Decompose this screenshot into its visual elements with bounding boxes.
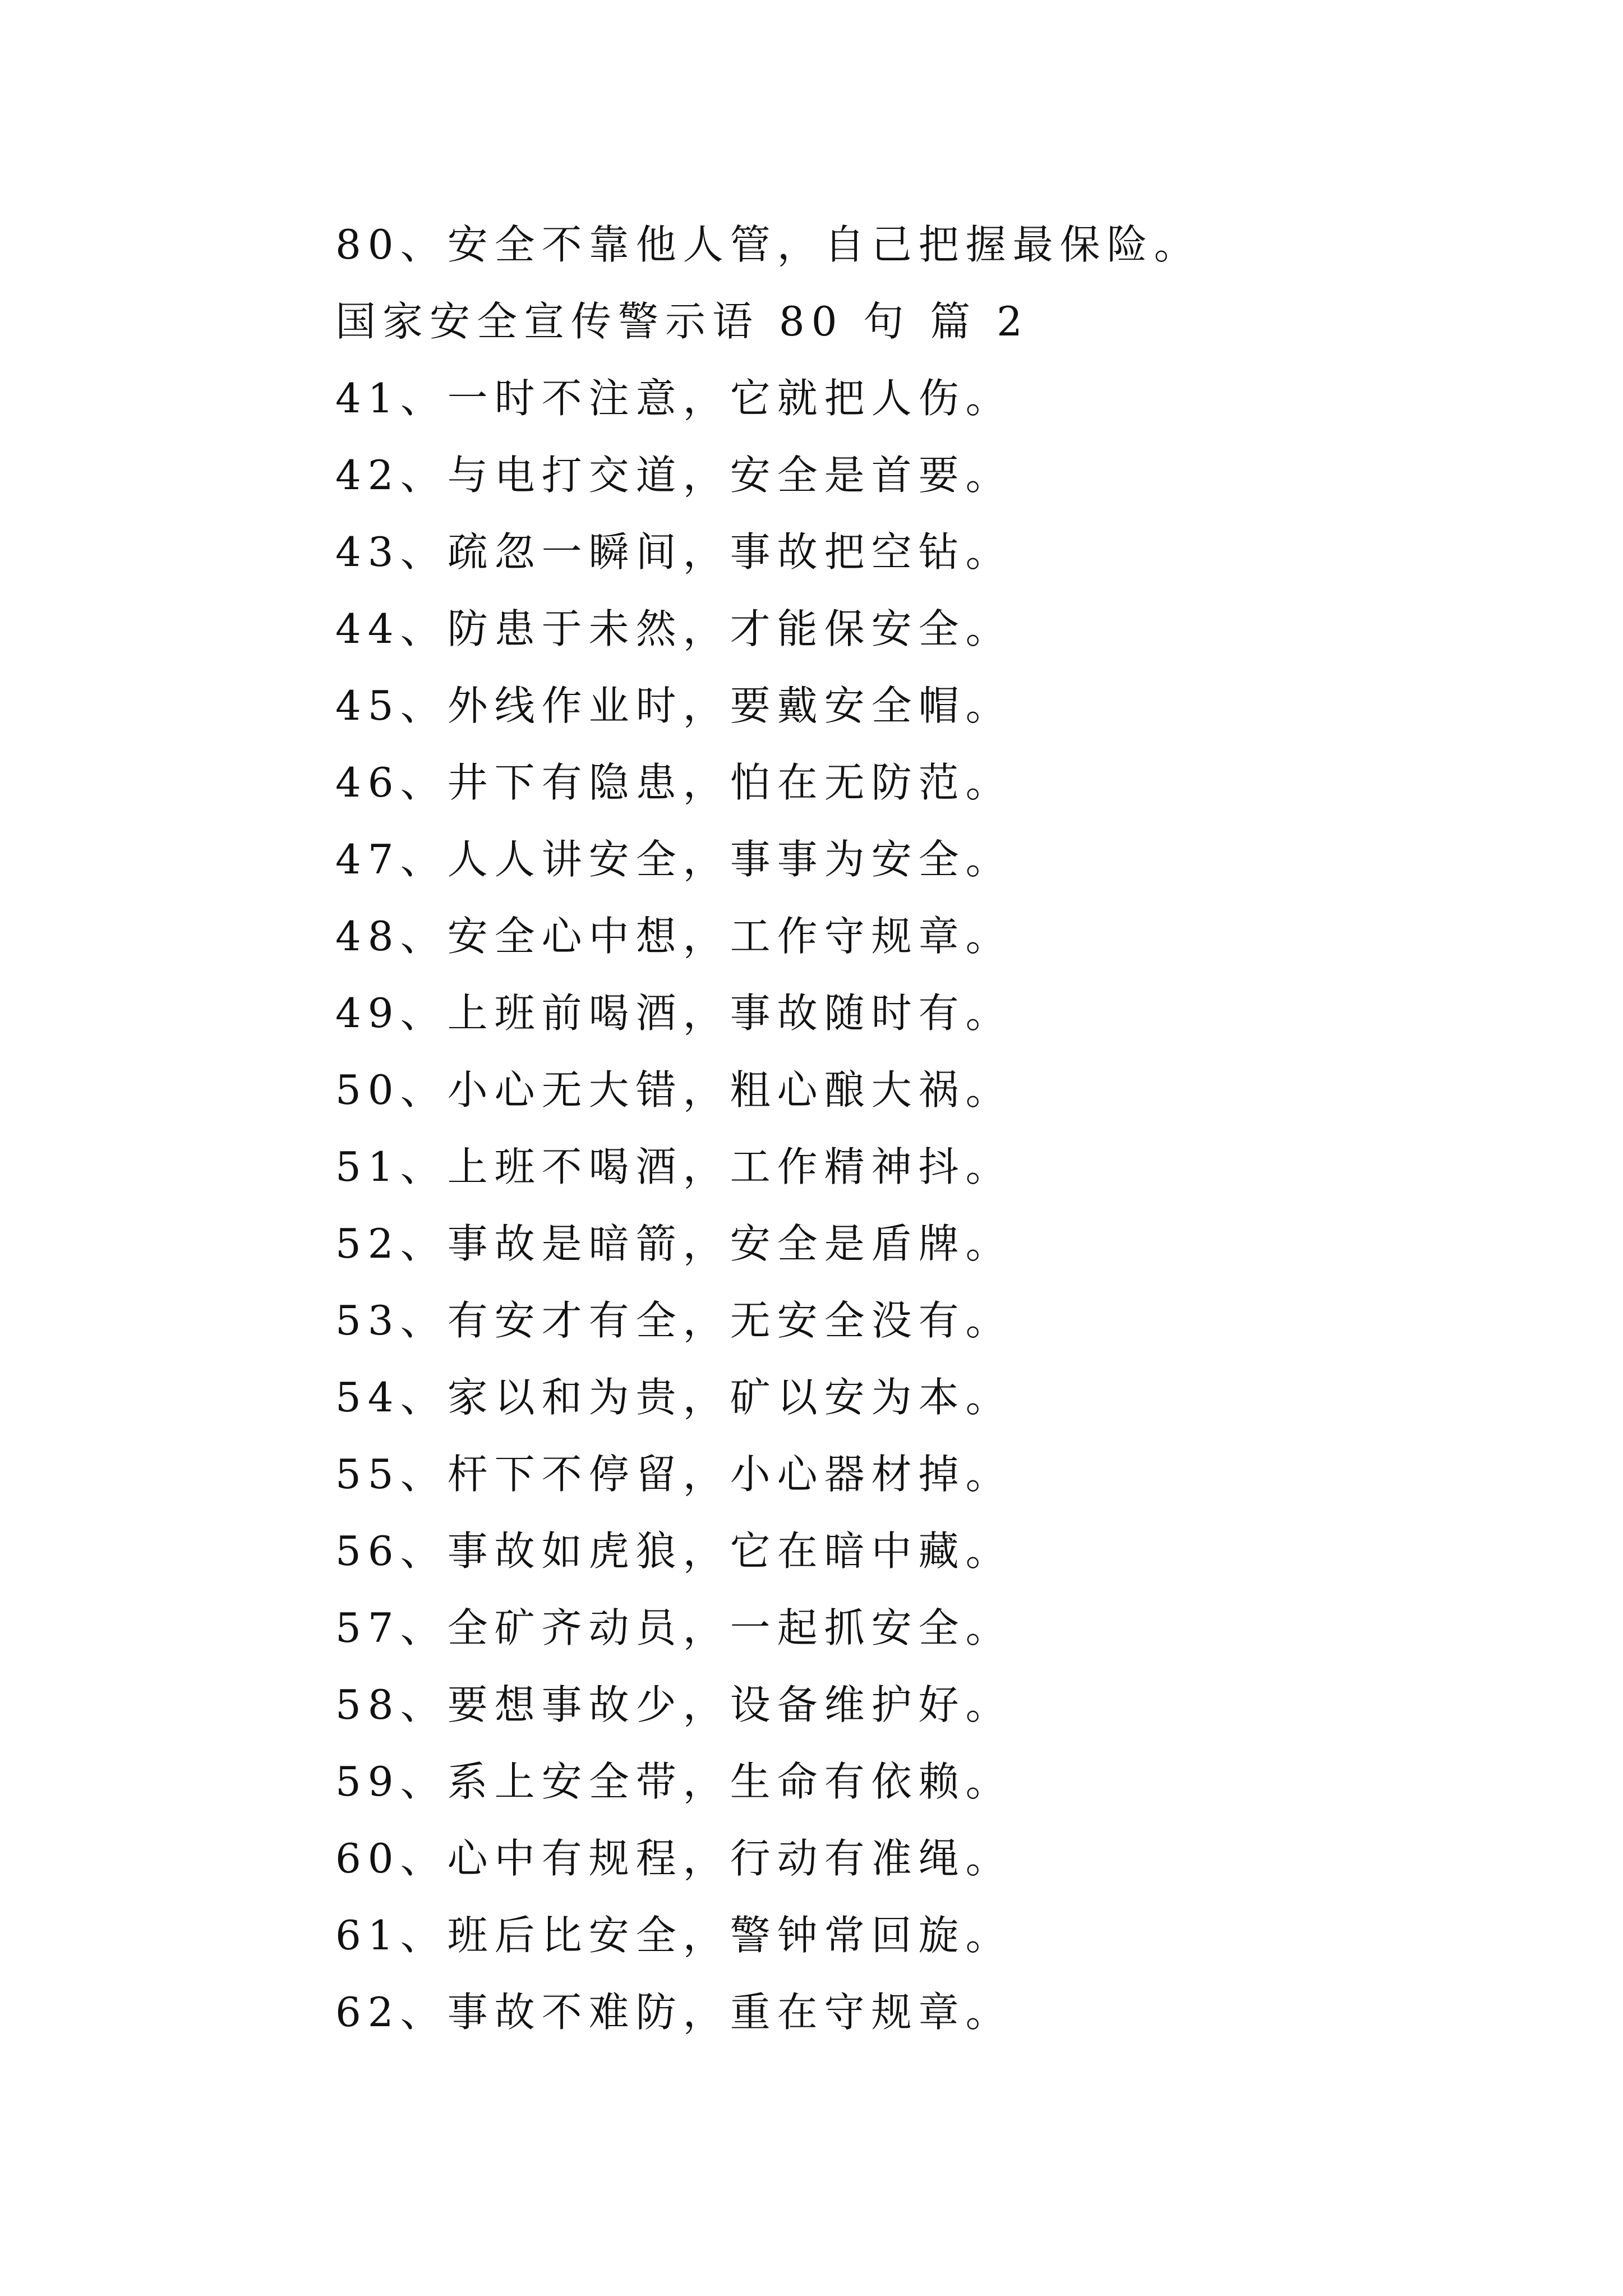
- slogan-line: 47、人人讲安全，事事为安全。: [335, 836, 1013, 883]
- slogan-line: 60、心中有规程，行动有准绳。: [335, 1835, 1013, 1882]
- slogan-line: 44、防患于未然，才能保安全。: [335, 605, 1013, 652]
- slogan-line: 53、有安才有全，无安全没有。: [335, 1297, 1013, 1344]
- slogan-line: 54、家以和为贵，矿以安为本。: [335, 1374, 1013, 1421]
- slogan-line: 48、安全心中想，工作守规章。: [335, 913, 1013, 960]
- slogan-line: 55、杆下不停留，小心器材掉。: [335, 1451, 1013, 1498]
- slogan-line: 50、小心无大错，粗心酿大祸。: [335, 1066, 1013, 1114]
- slogan-line: 42、与电打交道，安全是首要。: [335, 452, 1013, 499]
- slogan-line: 56、事故如虎狼，它在暗中藏。: [335, 1527, 1013, 1575]
- slogan-line: 62、事故不难防，重在守规章。: [335, 1989, 1013, 2036]
- slogan-line: 61、班后比安全，警钟常回旋。: [335, 1912, 1013, 1959]
- slogan-line: 43、疏忽一瞬间，事故把空钻。: [335, 528, 1013, 576]
- slogan-line: 59、系上安全带，生命有依赖。: [335, 1758, 1013, 1805]
- slogan-line: 80、安全不靠他人管，自己把握最保险。: [335, 221, 1201, 268]
- slogan-line: 45、外线作业时，要戴安全帽。: [335, 682, 1013, 729]
- slogan-line: 52、事故是暗箭，安全是盾牌。: [335, 1220, 1013, 1267]
- slogan-line: 46、井下有隐患，怕在无防范。: [335, 759, 1013, 806]
- slogan-line: 58、要想事故少，设备维护好。: [335, 1681, 1013, 1728]
- document-body: [335, 206, 1457, 2051]
- slogan-line: 57、全矿齐动员，一起抓安全。: [335, 1604, 1013, 1651]
- section-heading: 国家安全宣传警示语 80 句 篇 2: [335, 298, 1029, 345]
- slogan-line: 51、上班不喝酒，工作精神抖。: [335, 1143, 1013, 1190]
- slogan-line: 49、上班前喝酒，事故随时有。: [335, 990, 1013, 1037]
- slogan-line: 41、一时不注意，它就把人伤。: [335, 375, 1013, 422]
